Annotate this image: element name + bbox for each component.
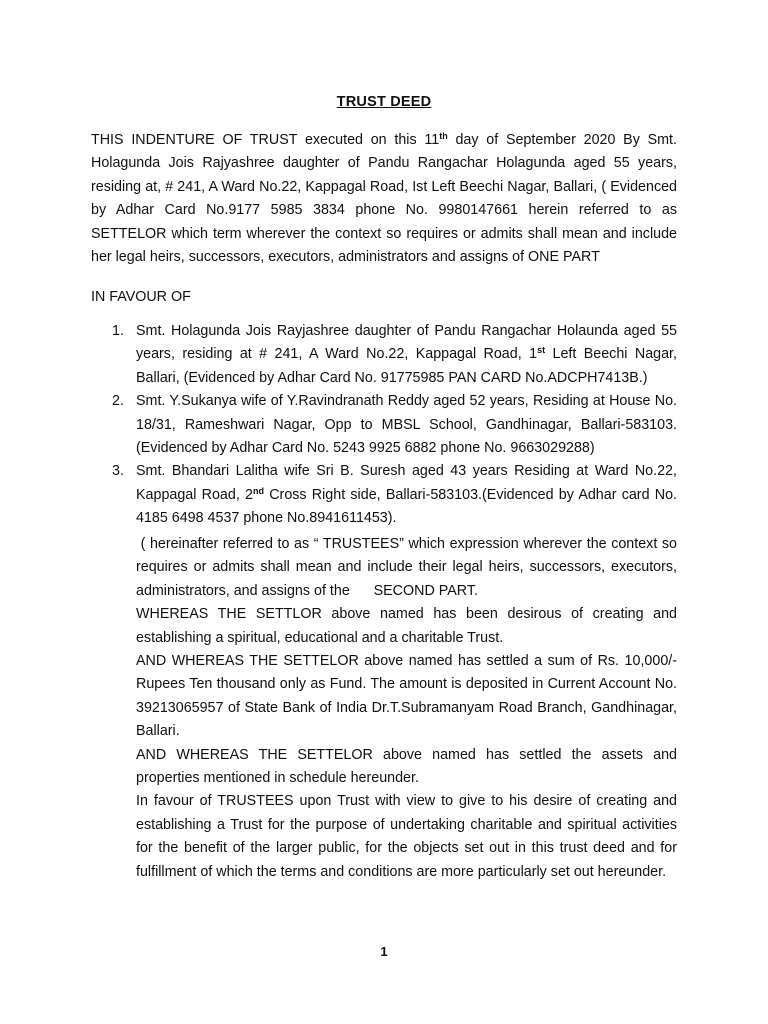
trustee-number: 3. [112,463,124,480]
trustee-text-part2: Left Beechi Nagar, Ballari, (Evidenced by Adhar Card No. 91775985 PAN CARD No.ADCPH7413B.) [136,346,677,386]
whereas-fund-paragraph: AND WHEREAS THE SETTELOR above named has settled a sum of Rs. 10,000/- Rupees Ten thousand only as Fund. The amount is deposited in Current Account No. 39213065957 of State Bank of India Dr.T.Subramanyam Road Branch, Gandhinagar, Ballari. [136,653,677,740]
trustee-text-part1: Smt. Y.Sukanya wife of Y.Ravindranath Reddy aged 52 years, Residing at House No. 18/31, Rameshwari Nagar, Opp to MBSL School, Gandhinagar, Ballari-583103. (Evidenced by Adhar Card No. 5243 9925 6882 phone No. 9663029288) [136,393,677,457]
in-favour-trustees-paragraph: In favour of TRUSTEES upon Trust with view to give to his desire of creating and establishing a Trust for the purpose of undertaking charitable and spiritual activities for the benefit of the larger public, for the objects set out in this trust deed and for fulfillment of which the terms and conditions are more particularly set out hereunder. [136,793,677,880]
trustee-text-part1: Smt. Bhandari Lalitha wife Sri B. Suresh aged 43 years Residing at Ward No.22, Kappagal Road, 2 [136,463,677,503]
trustee-item-3 [91,460,677,530]
trustee-number: 1. [112,323,124,339]
page-number: 1 [380,944,388,959]
trustee-text-part1: Smt. Holagunda Jois Rayjashree daughter of Pandu Rangachar Holaunda aged 55 years, residing at # 241, A Ward No.22, Kappagal Road, 1 [136,323,677,363]
indenture-text-part2: day of September 2020 By Smt. Holagunda Jois Rajyashree daughter of Pandu Rangachar Holagunda aged 55 years, residing at, # 241, A Ward No.22, Kappagal Road, Ist Left Beechi Nagar, Ballari, ( Evidenced by Adhar Card No.9177 5985 3834 phone No. 9980147661 herein referred to as SETTELOR which term wherever the context so requires or admits shall mean and include her legal heirs, successors, executors, administrators and assigns of ONE PART [91,132,677,266]
indenture-date-suffix: th [439,131,448,141]
whereas-desirous-paragraph: WHEREAS THE SETTLOR above named has been desirous of creating and establishing a spiritual, educational and a charitable Trust. [136,606,677,646]
trustee-item-2 [91,390,677,460]
hereinafter-paragraph: ( hereinafter referred to as “ TRUSTEES” which expression wherever the context so requires or admits shall mean and include their legal heirs, successors, executors, administrators, and assigns of the SECOND PART. [136,536,681,599]
deed-body [136,533,681,884]
whereas-assets-paragraph: AND WHEREAS THE SETTELOR above named has settled the assets and properties mentioned in schedule hereunder. [136,746,677,787]
trustee-text-part2: Cross Right side, Ballari-583103.(Evidenced by Adhar card No. 4185 6498 4537 phone No.8941611453). [136,486,678,527]
document-title: TRUST DEED [336,94,432,110]
indenture-text-part1: THIS INDENTURE OF TRUST executed on this 11 [91,132,440,148]
indenture-paragraph [91,129,677,269]
trustee-item-1 [91,320,677,390]
trustee-ordinal-suffix: nd [253,485,264,496]
in-favour-of-heading: IN FAVOUR OF [91,289,191,305]
trustee-number: 2. [112,393,124,410]
trustee-ordinal-suffix: st [537,345,546,356]
trustees-list [91,320,677,531]
